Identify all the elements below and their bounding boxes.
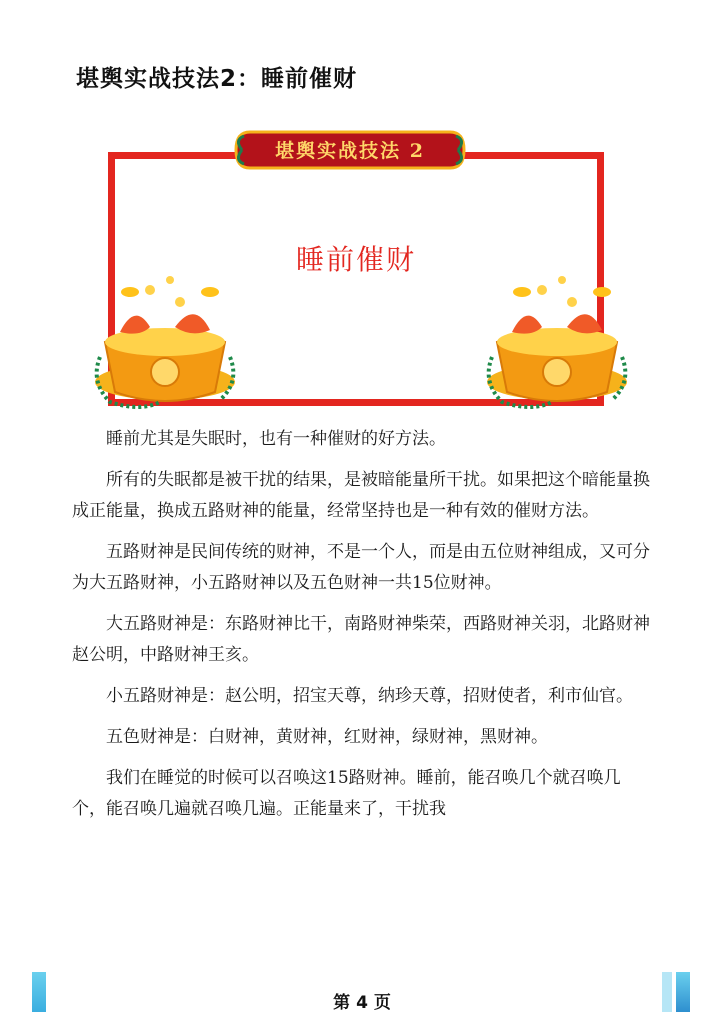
page-heading: 堪舆实战技法2：睡前催财 <box>76 66 358 92</box>
page-number: 第 4 页 <box>333 993 391 1013</box>
body-text <box>72 424 652 835</box>
paragraph: 小五路财神是：赵公明，招宝天尊，纳珍天尊，招财使者，利市仙官。 <box>106 686 633 706</box>
paragraph: 五路财神是民间传统的财神，不是一个人，而是由五位财神组成，又可分为大五路财神，小五路财神以及五色财神一共15位财神。 <box>72 542 650 593</box>
paragraph: 五色财神是：白财神，黄财神，红财神，绿财神，黑财神。 <box>106 727 548 747</box>
banner-title: 堪舆实战技法 2 <box>275 140 425 162</box>
paragraph: 我们在睡觉的时候可以召唤这15路财神。睡前，能召唤几个就召唤几个，能召唤几遍就召唤几遍。正能量来了，干扰我 <box>72 768 621 819</box>
banner-title-plaque <box>232 126 468 174</box>
treasure-bowl-icon <box>472 262 642 412</box>
paragraph: 所有的失眠都是被干扰的结果，是被暗能量所干扰。如果把这个暗能量换成正能量，换成五路财神的能量，经常坚持也是一种有效的催财方法。 <box>72 470 650 521</box>
paragraph: 睡前尤其是失眠时，也有一种催财的好方法。 <box>106 429 446 449</box>
banner-subtitle: 睡前催财 <box>295 243 416 276</box>
treasure-bowl-icon <box>80 262 250 412</box>
paragraph: 大五路财神是：东路财神比干，南路财神柴荣，西路财神关羽，北路财神赵公明，中路财神王亥。 <box>72 614 650 665</box>
